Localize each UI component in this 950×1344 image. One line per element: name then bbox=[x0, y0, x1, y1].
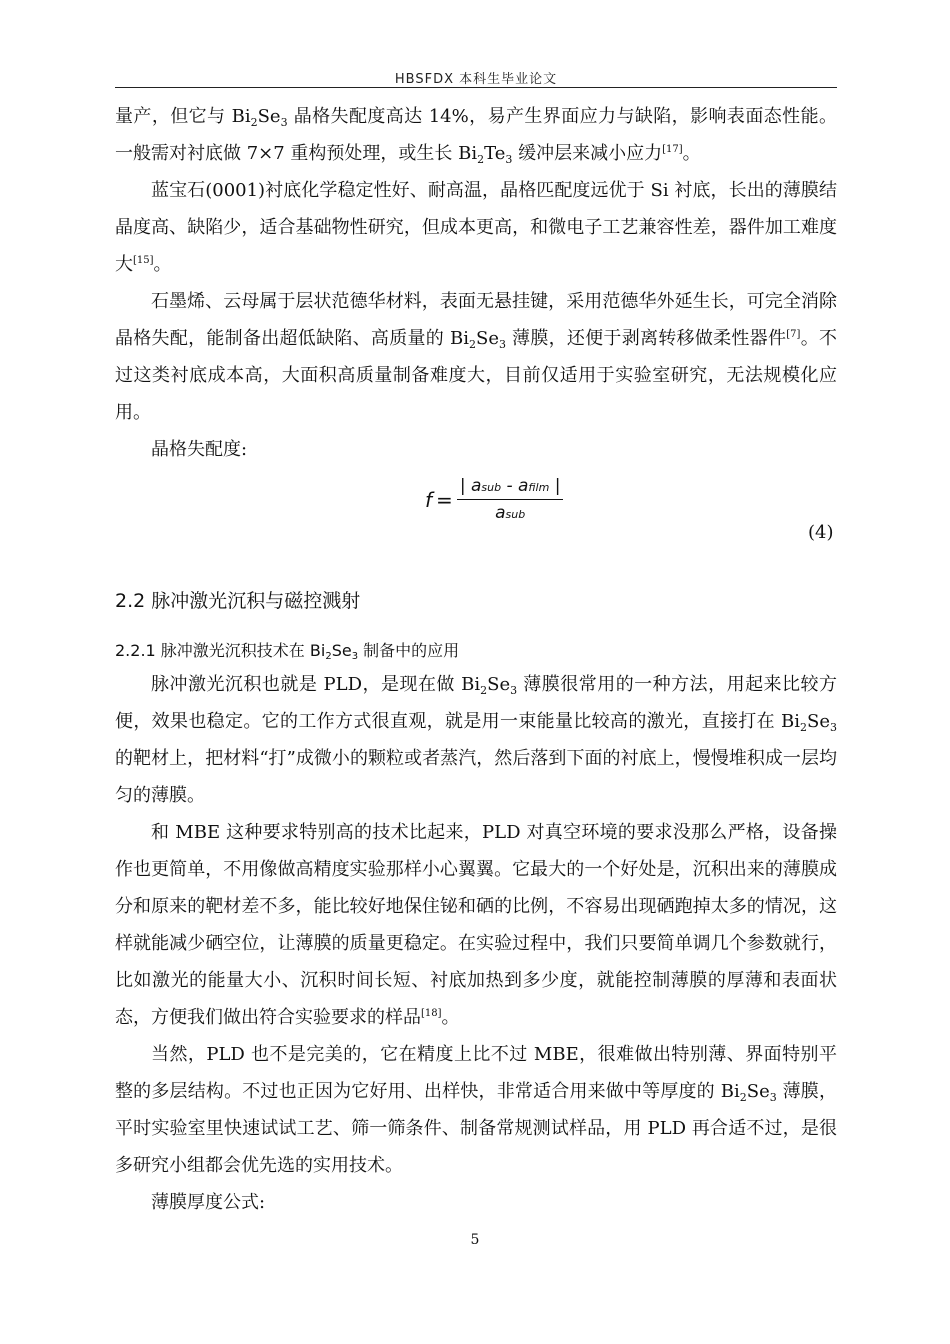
section-heading: 2.2 脉冲激光沉积与磁控溅射 bbox=[115, 590, 361, 612]
formula-lhs: f bbox=[425, 487, 433, 512]
paragraph-6: 和 MBE 这种要求特别高的技术比起来，PLD 对真空环境的要求没那么严格，设备操作也更简单，不用像做高精度实验那样小心翼翼。它最大的一个好处是，沉积出来的薄膜成分和原来的靶材差不多，能比较好地保住铋和硒的比例，不容易出现硒跑掉太多的情况，这样就能减少硒空位，让薄膜的质量更稳定。在实验过程中，我们只要简单调几个参数就行，比如激光的能量大小、沉积时间长短、衬底加热到多少度，就能控制薄膜的厚薄和表面状态，方便我们做出符合实验要求的样品[18]。 bbox=[115, 822, 837, 1028]
paragraph-7: 当然，PLD 也不是完美的，它在精度上比不过 MBE，很难做出特别薄、界面特别平整的多层结构。不过也正因为它好用、出样快，非常适合用来做中等厚度的 $Bi_2Se_3$ 薄膜，平时实验室里快速试试工艺、筛一筛条件、制备常规测试样品，用 PLD 再合适不过，是很多研究小组都会优先选的实用技术。 bbox=[115, 1044, 837, 1176]
citation: [17] bbox=[662, 144, 683, 155]
formula-denominator: asub bbox=[495, 503, 526, 523]
formula-fraction bbox=[457, 476, 564, 523]
equation-number: (4) bbox=[808, 522, 834, 543]
header-rule bbox=[115, 87, 837, 88]
formula-equals: = bbox=[436, 487, 453, 512]
citation: [18] bbox=[421, 1008, 442, 1019]
paragraph-8: 薄膜厚度公式: bbox=[151, 1192, 266, 1213]
formula-numerator: | asub - afilm | bbox=[457, 476, 564, 500]
paragraph-5: 脉冲激光沉积也就是 PLD，是现在做 $Bi_2Se_3$ 薄膜很常用的一种方法，用起来比较方便，效果也稳定。它的工作方式很直观，就是用一束能量比较高的激光，直接打在 $Bi_2Se_3$ 的靶材上，把材料“打”成微小的颗粒或者蒸汽，然后落到下面的衬底上，慢慢堆积成一层均匀的薄膜。 bbox=[115, 674, 837, 806]
paragraph-4: 晶格失配度: bbox=[151, 439, 248, 460]
citation: [15] bbox=[133, 255, 154, 266]
running-header: HBSFDX 本科生毕业论文 bbox=[394, 72, 558, 87]
paragraph-3: 石墨烯、云母属于层状范德华材料，表面无悬挂键，采用范德华外延生长，可完全消除晶格失配，能制备出超低缺陷、高质量的 $Bi_2Se_3$ 薄膜，还便于剥离转移做柔性器件[7]。不过这类衬底成本高，大面积高质量制备难度大，目前仅适用于实验室研究，无法规模化应用。 bbox=[115, 291, 837, 423]
lattice-mismatch-formula bbox=[425, 476, 563, 523]
paragraph-1: 量产，但它与 $Bi_2Se_3$ 晶格失配度高达 14%，易产生界面应力与缺陷，影响表面态性能。一般需对衬底做 7×7 重构预处理，或生长 $Bi_2Te_3$ 缓冲层来减小应力[17]。 bbox=[115, 106, 837, 166]
citation: [7] bbox=[786, 329, 801, 340]
body-block-1 bbox=[115, 98, 837, 468]
subsection-heading: 2.2.1 脉冲激光沉积技术在 $Bi_2Se_3$ 制备中的应用 bbox=[115, 641, 460, 662]
page-number: 5 bbox=[470, 1232, 480, 1248]
body-block-2 bbox=[115, 666, 837, 1221]
paragraph-2: 蓝宝石(0001)衬底化学稳定性好、耐高温，晶格匹配度远优于 Si 衬底，长出的薄膜结晶度高、缺陷少，适合基础物性研究，但成本更高，和微电子工艺兼容性差，器件加工难度大[15]。 bbox=[115, 180, 837, 275]
